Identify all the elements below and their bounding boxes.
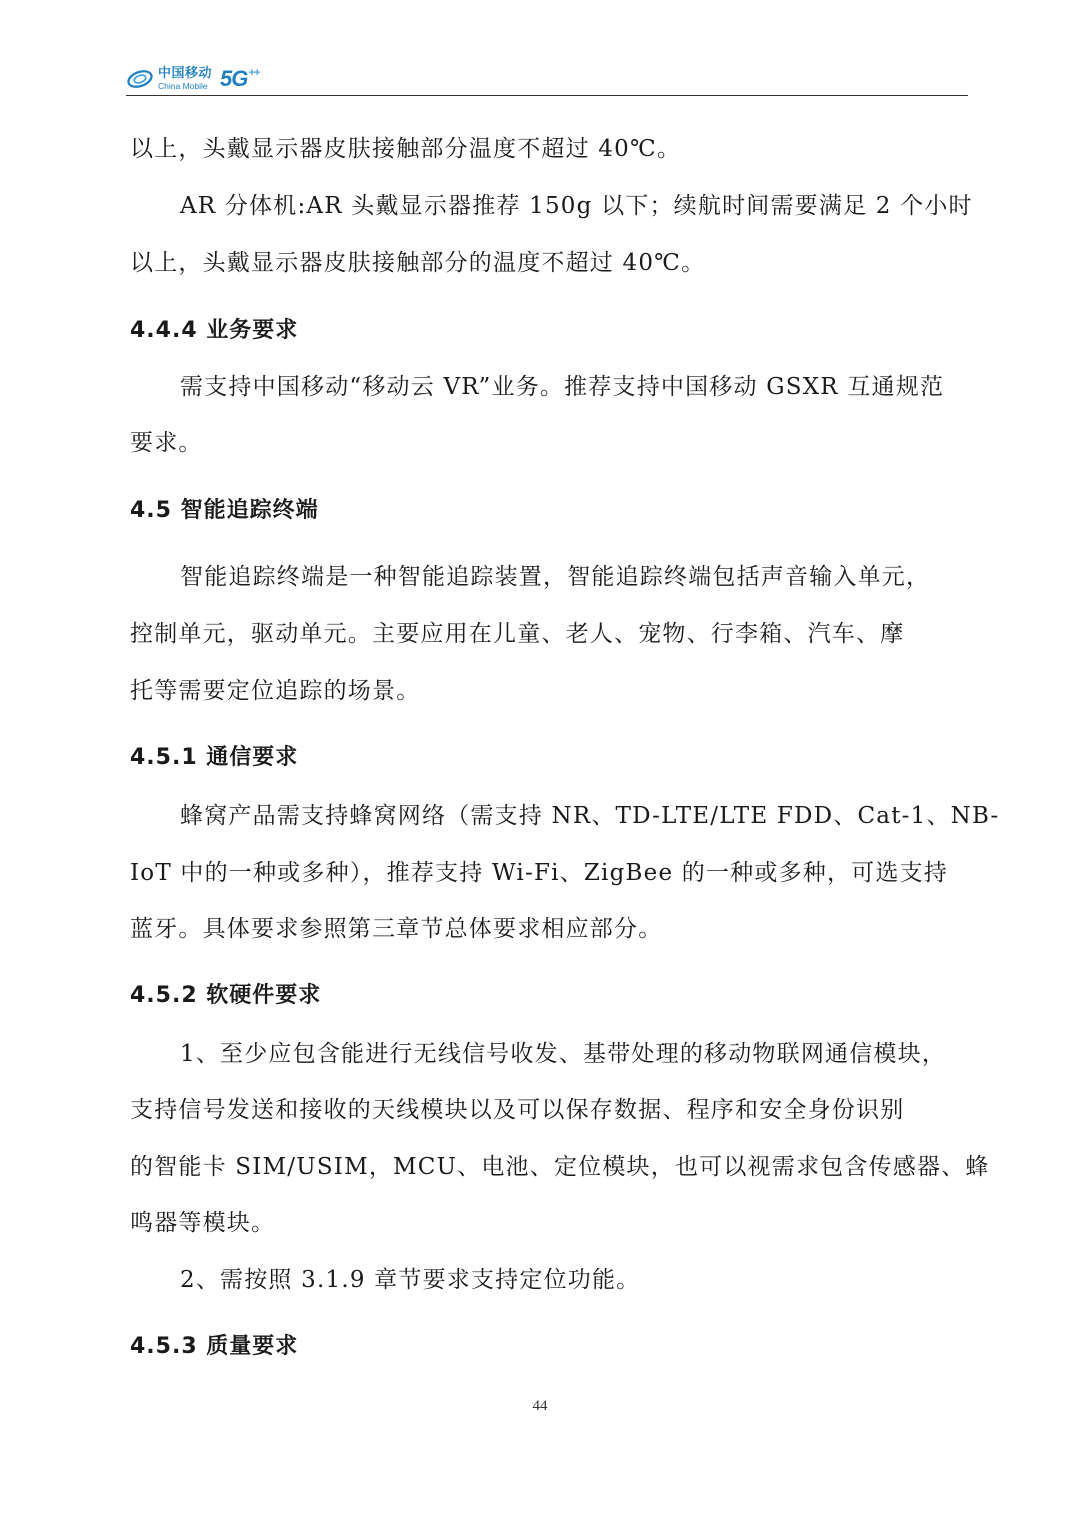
logo-5g-text: 5G [220,66,248,91]
paragraph-line: 支持信号发送和接收的天线模块以及可以保存数据、程序和安全身份识别 [130,1097,905,1123]
paragraph-line: 以上，头戴显示器皮肤接触部分的温度不超过 40℃。 [130,250,706,276]
paragraph-line: 托等需要定位追踪的场景。 [130,678,421,704]
paragraph-line: 以上，头戴显示器皮肤接触部分温度不超过 40℃。 [130,136,682,162]
section-heading: 4.5 智能追踪终端 [130,498,319,523]
section-heading: 4.4.4 业务要求 [130,318,299,343]
section-heading: 4.5.2 软硬件要求 [130,983,322,1008]
logo-en-text: China Mobile [158,81,208,92]
paragraph-line: 鸣器等模块。 [130,1210,276,1236]
section-heading: 4.5.3 质量要求 [130,1334,299,1359]
page-number: 44 [532,1398,548,1414]
paragraph-line: IoT 中的一种或多种），推荐支持 Wi-Fi、ZigBee 的一种或多种，可选支持 [130,860,948,886]
paragraph-line: 智能追踪终端是一种智能追踪装置，智能追踪终端包括声音输入单元， [180,564,931,590]
logo-cn-text: 中国移动 [158,66,213,82]
logo-plus-text: ++ [248,67,260,79]
logo-text [158,67,212,91]
section-heading: 4.5.1 通信要求 [130,745,299,770]
page-header [126,58,966,96]
paragraph-line: 1、至少应包含能进行无线信号收发、基带处理的移动物联网通信模块， [180,1041,947,1067]
paragraph-line: AR 分体机:AR 头戴显示器推荐 150g 以下；续航时间需要满足 2 个小时 [180,193,973,219]
paragraph-line: 的智能卡 SIM/USIM，MCU、电池、定位模块，也可以视需求包含传感器、蜂 [130,1154,990,1180]
header-divider [126,95,968,96]
china-mobile-logo-icon [126,67,154,91]
paragraph-line: 蜂窝产品需支持蜂窝网络（需支持 NR、TD-LTE/LTE FDD、Cat-1、NB- [180,803,1000,829]
paragraph-line: 控制单元，驱动单元。主要应用在儿童、老人、宠物、行李箱、汽车、摩 [130,621,905,647]
paragraph-line: 需支持中国移动“移动云 VR”业务。推荐支持中国移动 GSXR 互通规范 [180,374,945,400]
logo-5g-mark [220,66,259,92]
paragraph-line: 要求。 [130,430,203,456]
paragraph-line: 蓝牙。具体要求参照第三章节总体要求相应部分。 [130,916,663,942]
paragraph-line: 2、需按照 3.1.9 章节要求支持定位功能。 [180,1267,641,1293]
china-mobile-logo [126,62,259,96]
